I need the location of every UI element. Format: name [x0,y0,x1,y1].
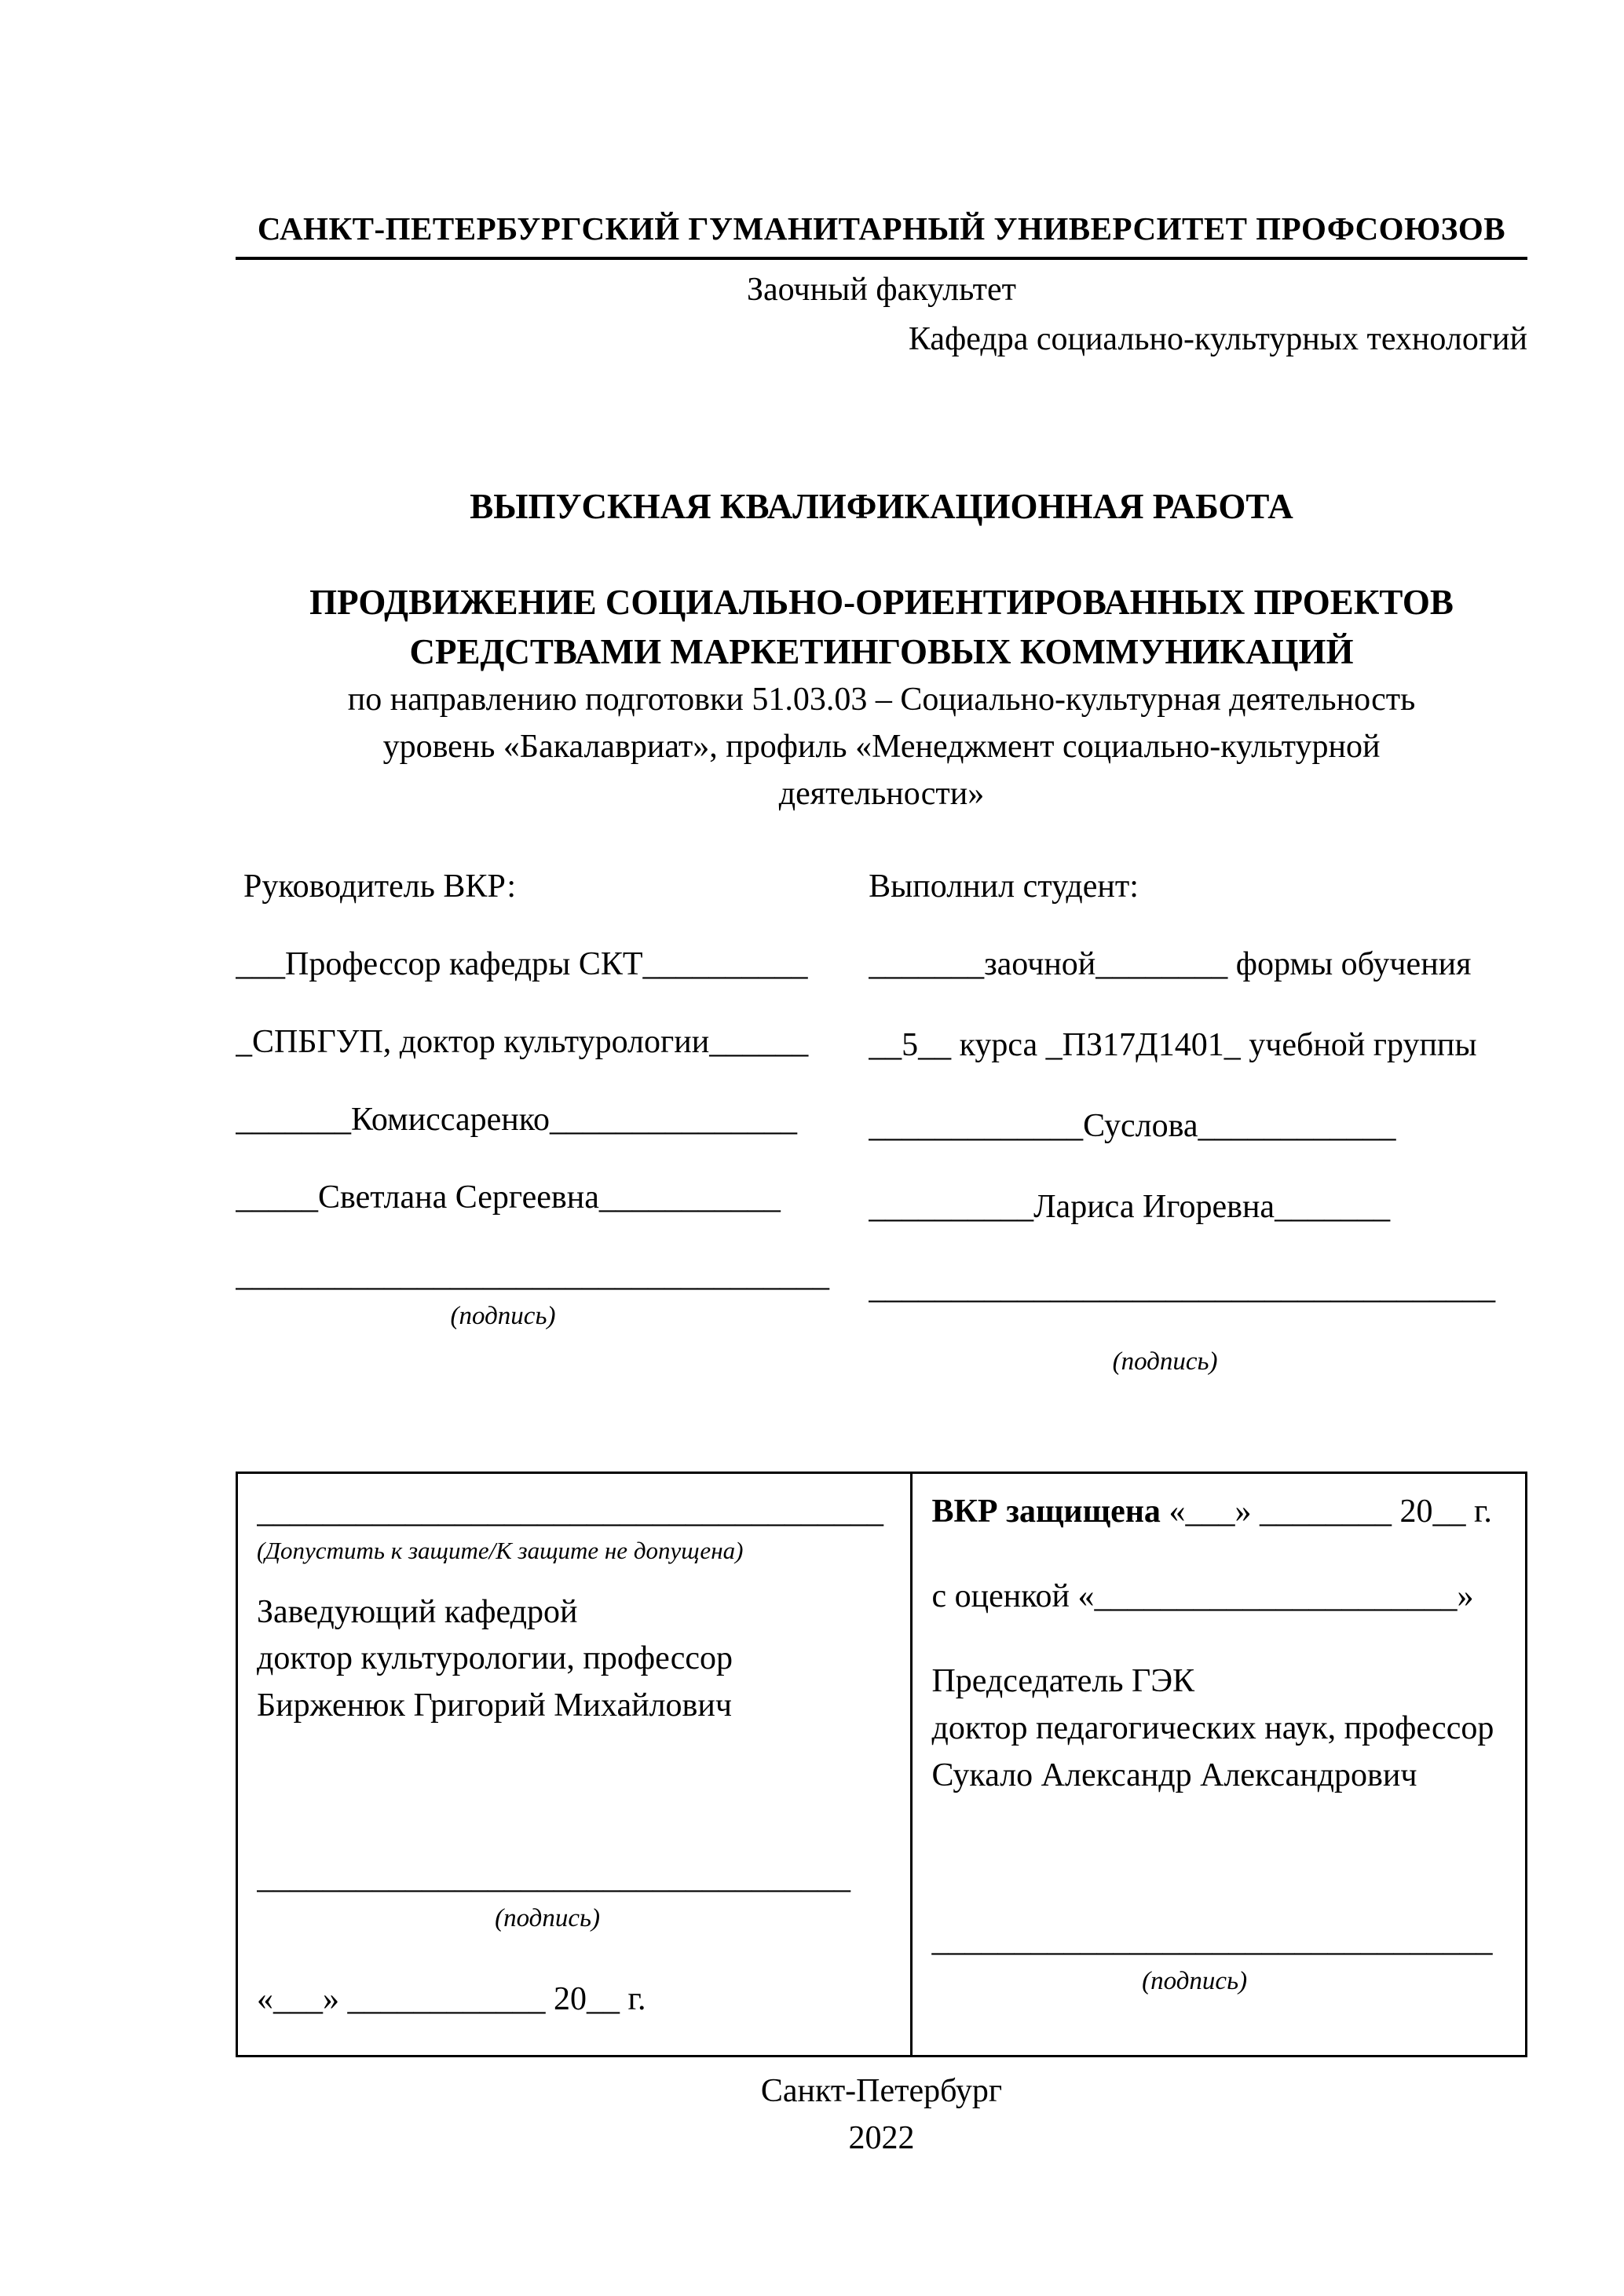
level-line-1: уровень «Бакалавриат», профиль «Менеджмент социально-культурной [382,729,1381,766]
level-line-2: деятельности» [778,775,985,812]
footer-year: 2022 [848,2119,915,2156]
defense-signature-line: __________________________________ [931,1922,1493,1959]
supervisor-line-1: ___Профессор кафедры СКТ__________ [236,946,808,983]
supervisor-signature-line: ____________________________________ [236,1256,829,1293]
admission-caption: (Допустить к защите/К защите не допущена) [257,1537,744,1565]
defense-signature-caption: (подпись) [1142,1967,1248,1996]
student-line-2: __5__ курса _ПЗ17Д1401_ учебной группы [869,1027,1477,1064]
footer-city: Санкт-Петербург [760,2073,1003,2110]
student-signature-line: ______________________________________ [869,1269,1496,1306]
student-line-1: _______заочной________ формы обучения [869,946,1472,983]
program-line: по направлению подготовки 51.03.03 – Социально-культурная деятельность [347,682,1416,718]
supervisor-line-3: _______Комиссаренко_______________ [236,1102,798,1139]
defense-chair-line-2: доктор педагогических наук, профессор [931,1709,1494,1746]
approval-defense-box [236,1472,1527,2058]
work-type-heading: ВЫПУСКНАЯ КВАЛИФИКАЦИОННАЯ РАБОТА [470,487,1293,527]
defense-cell [912,1472,1527,2057]
admission-signature-caption: (подпись) [495,1903,600,1932]
supervisor-line-4: _____Светлана Сергеевна___________ [236,1179,781,1216]
thesis-title-line-1: ПРОДВИЖЕНИЕ СОЦИАЛЬНО-ОРИЕНТИРОВАННЫХ ПРОЕКТОВ [309,583,1454,623]
student-label: Выполнил студент: [869,868,1139,905]
defense-chair-line-3: Сукало Александр Александрович [931,1757,1417,1793]
department-line: Кафедра социально-культурных технологий [908,321,1527,358]
supervisor-block [236,863,830,1378]
university-name: САНКТ-ПЕТЕРБУРГСКИЙ ГУМАНИТАРНЫЙ УНИВЕРСИТЕТ ПРОФСОЮЗОВ [236,206,1527,260]
admission-blank-line: ______________________________________ [257,1493,883,1530]
defense-grade-line: с оценкой «______________________» [931,1578,1474,1615]
defense-title-line [931,1488,1503,1536]
thesis-title [236,578,1527,677]
level-profile [236,724,1527,817]
supervisor-signature-caption: (подпись) [450,1301,556,1330]
admission-head-line-2: доктор культурологии, профессор [257,1640,733,1677]
student-block [869,863,1527,1378]
student-signature-caption: (подпись) [1112,1347,1218,1376]
student-line-3: _____________Суслова____________ [869,1108,1396,1145]
admission-date-line: «___» ____________ 20__ г. [257,1981,646,2018]
footer [236,2068,1527,2162]
thesis-title-line-2: СРЕДСТВАМИ МАРКЕТИНГОВЫХ КОММУНИКАЦИЙ [409,632,1354,672]
admission-head-line-3: Бирженюк Григорий Михайлович [257,1687,732,1724]
supervisor-line-2: _СПБГУП, доктор культурологии______ [236,1024,809,1061]
admission-cell [237,1472,912,2057]
student-line-4: __________Лариса Игоревна_______ [869,1188,1391,1225]
admission-head-line-1: Заведующий кафедрой [257,1593,578,1630]
admission-signature-line: ____________________________________ [257,1859,850,1896]
defense-title-rest: «___» ________ 20__ г. [1160,1493,1492,1530]
defense-chair-line-1: Председатель ГЭК [931,1663,1195,1700]
faculty-line: Заочный факультет [746,272,1017,309]
signatures-columns [236,863,1527,1378]
supervisor-label: Руководитель ВКР: [243,868,517,905]
defense-title-bold: ВКР защищена [931,1493,1161,1530]
